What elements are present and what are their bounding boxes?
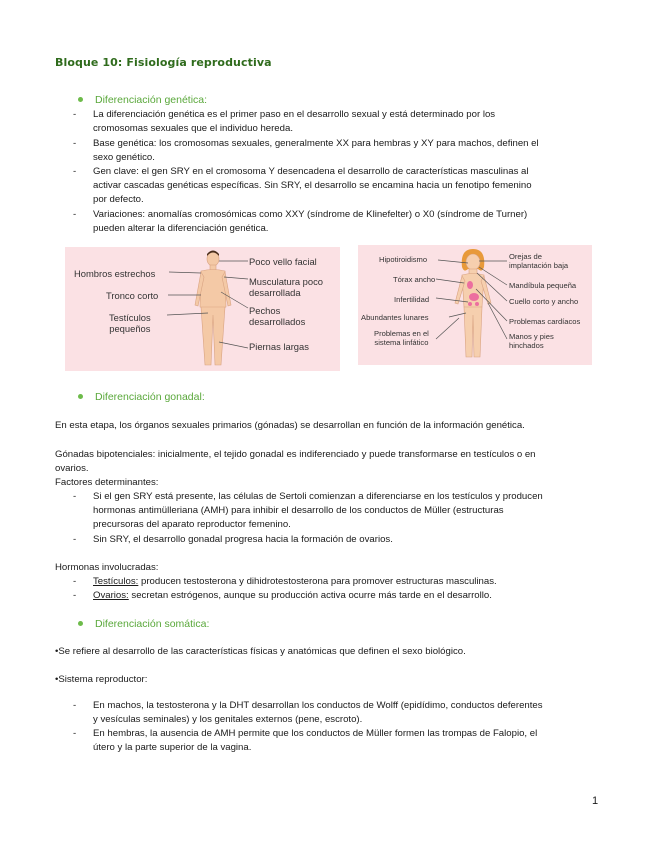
label-torax: Tórax ancho	[393, 275, 436, 284]
label-pechos: Pechos desarrollados	[249, 305, 306, 327]
list-item: - Variaciones: anomalías cromosómicas como XXY (síndrome de Klinefelter) o X0 (síndrome de Turner) pueden alterar la diferenciación genética.	[73, 209, 528, 234]
subheading-system: •Sistema reproductor:	[55, 674, 148, 685]
label-testiculos: Testículos pequeños	[109, 312, 151, 334]
list-item: - Gen clave: el gen SRY en el cromosoma Y desencadena el desarrollo de características masculinas al activar cascadas genéticas específicas. Sin SRY, el desarrollo se encamina hacia un fenotipo femenino por defecto.	[73, 166, 532, 205]
list-item: - Sin SRY, el desarrollo gonadal progresa hacia la formación de ovarios.	[73, 534, 393, 545]
label-lunares: Abundantes lunares	[361, 313, 429, 322]
label-cuello: Cuello corto y ancho	[509, 297, 579, 306]
paragraph: Gónadas bipotenciales: inicialmente, el tejido gonadal es indiferenciado y puede transformarse en testículos o en ovarios.	[55, 449, 536, 474]
figure-klinefelter	[65, 247, 340, 371]
section-heading-somatic: Diferenciación somática:	[78, 618, 209, 630]
section-heading-genetic: Diferenciación genética:	[78, 94, 207, 106]
paragraph: En esta etapa, los órganos sexuales primarios (gónadas) se desarrollan en función de la información genética.	[55, 420, 525, 431]
label-cardiacos: Problemas cardíacos	[509, 317, 581, 326]
label-mandibula: Mandíbula pequeña	[509, 281, 577, 290]
label-piernas: Piernas largas	[249, 341, 309, 352]
section-heading-gonadal: Diferenciación gonadal:	[78, 391, 205, 403]
list-item: - En hembras, la ausencia de AMH permite que los conductos de Müller formen las trompas de Falopio, el útero y la parte superior de la vagina.	[73, 728, 538, 753]
label-tronco: Tronco corto	[106, 290, 159, 301]
list-item: - Si el gen SRY está presente, las células de Sertoli comienzan a diferenciarse en los testículos y producen hormonas antimülleriana (AMH) para inhibir el desarrollo de los conductos de Müller (estructuras precursoras del aparato reproductor femenino.	[73, 491, 543, 530]
label-orejas: Orejas de implantación baja	[509, 252, 569, 270]
page-title: Bloque 10: Fisiología reproductiva	[55, 56, 272, 69]
bullet-icon	[78, 621, 83, 626]
subheading-hormones: Hormonas involucradas:	[55, 562, 159, 573]
page-number: 1	[592, 795, 599, 807]
label-linfatico: Problemas en el sistema linfático	[374, 329, 429, 347]
bullet-icon	[78, 97, 83, 102]
label-hombros: Hombros estrechos	[74, 268, 156, 279]
label-musculatura: Musculatura poco desarrollada	[249, 276, 323, 298]
bullet-icon	[78, 394, 83, 399]
subheading-factors: Factores determinantes:	[55, 477, 159, 488]
label-hipotiroidismo: Hipotiroidismo	[379, 255, 428, 264]
list-item: - Base genética: los cromosomas sexuales, generalmente XX para hembras y XY para machos, definen el sexo genético.	[73, 138, 539, 163]
label-infertilidad: Infertilidad	[394, 295, 430, 304]
label-vello: Poco vello facial	[249, 256, 317, 267]
list-item: - Ovarios: secretan estrógenos, aunque su producción activa ocurre más tarde en el desarrollo.	[73, 590, 492, 601]
paragraph: •Se refiere al desarrollo de las características físicas y anatómicas que definen el sexo biológico.	[55, 646, 466, 657]
label-manos: Manos y pies hinchados	[509, 332, 554, 350]
list-item: - En machos, la testosterona y la DHT desarrollan los conductos de Wolff (epidídimo, conductos deferentes y vesículas seminales) y los genitales externos (pene, escroto).	[73, 700, 543, 725]
list-item: - La diferenciación genética es el primer paso en el desarrollo sexual y está determinado por los cromosomas sexuales que el individuo hereda.	[73, 109, 496, 134]
list-item: - Testículos: producen testosterona y dihidrotestosterona para promover estructuras masculinas.	[73, 576, 497, 587]
figure-turner	[358, 245, 592, 365]
